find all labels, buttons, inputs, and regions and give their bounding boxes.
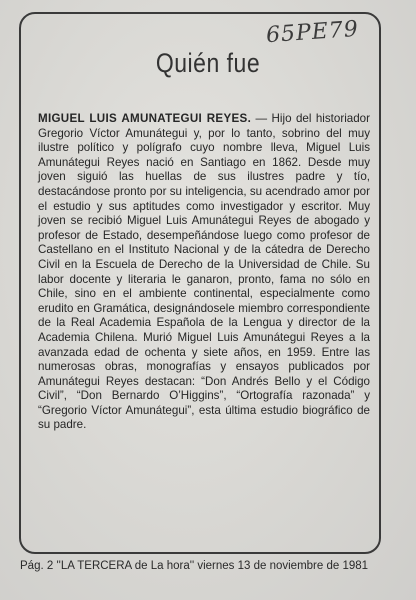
headline: Quién fue: [155, 47, 261, 78]
handwritten-note: 65PE79: [265, 16, 360, 49]
article-lead-name: MIGUEL LUIS AMUNATEGUI REYES.: [38, 112, 252, 125]
article-body: [38, 112, 370, 433]
article-text: — Hijo del historiador Gregorio Víctor Amunátegui y, por lo tanto, sobrino del muy ilustre político y polígrafo cuyo nombre lleva, Miguel Luis Amunátegui Reyes nació en Santiago en 1862. Desde muy joven siguió las huellas de sus ilustres padre y tío, destacándose pronto por su inteligencia, su acendrado amor por el estudio y sus aptitudes como investigador y escritor. Muy joven se recibió Miguel Luis Amunátegui Reyes de abogado y profesor de Estado, desempeñándose luego como profesor de Castellano en el Instituto Nacional y de la cátedra de Derecho Civil en la Escuela de Derecho de la Universidad de Chile. Su labor docente y literaria le ganaron, pronto, fama no sólo en Chile, sino en el ambiente continental, especialmente como erudito en Gramática, designándosele miembro correspondiente de la Real Academia Española de la Lengua y director de la Academia Chilena. Murió Miguel Luis Amunátegui Reyes a la avanzada edad de ochenta y siete años, en 1959. Entre las numerosas obras, monografías y ensayos publicados por Amunátegui Reyes destacan: “Don Andrés Bello y el Código Civil”, “Don Bernardo O’Higgins”, “Ortografía razonada” y “Gregorio Víctor Amunátegui”, esta última estudio biográfico de su padre.: [38, 112, 370, 432]
page-footer: Pág. 2 ''LA TERCERA de La hora'' viernes 13 de noviembre de 1981: [20, 560, 369, 572]
